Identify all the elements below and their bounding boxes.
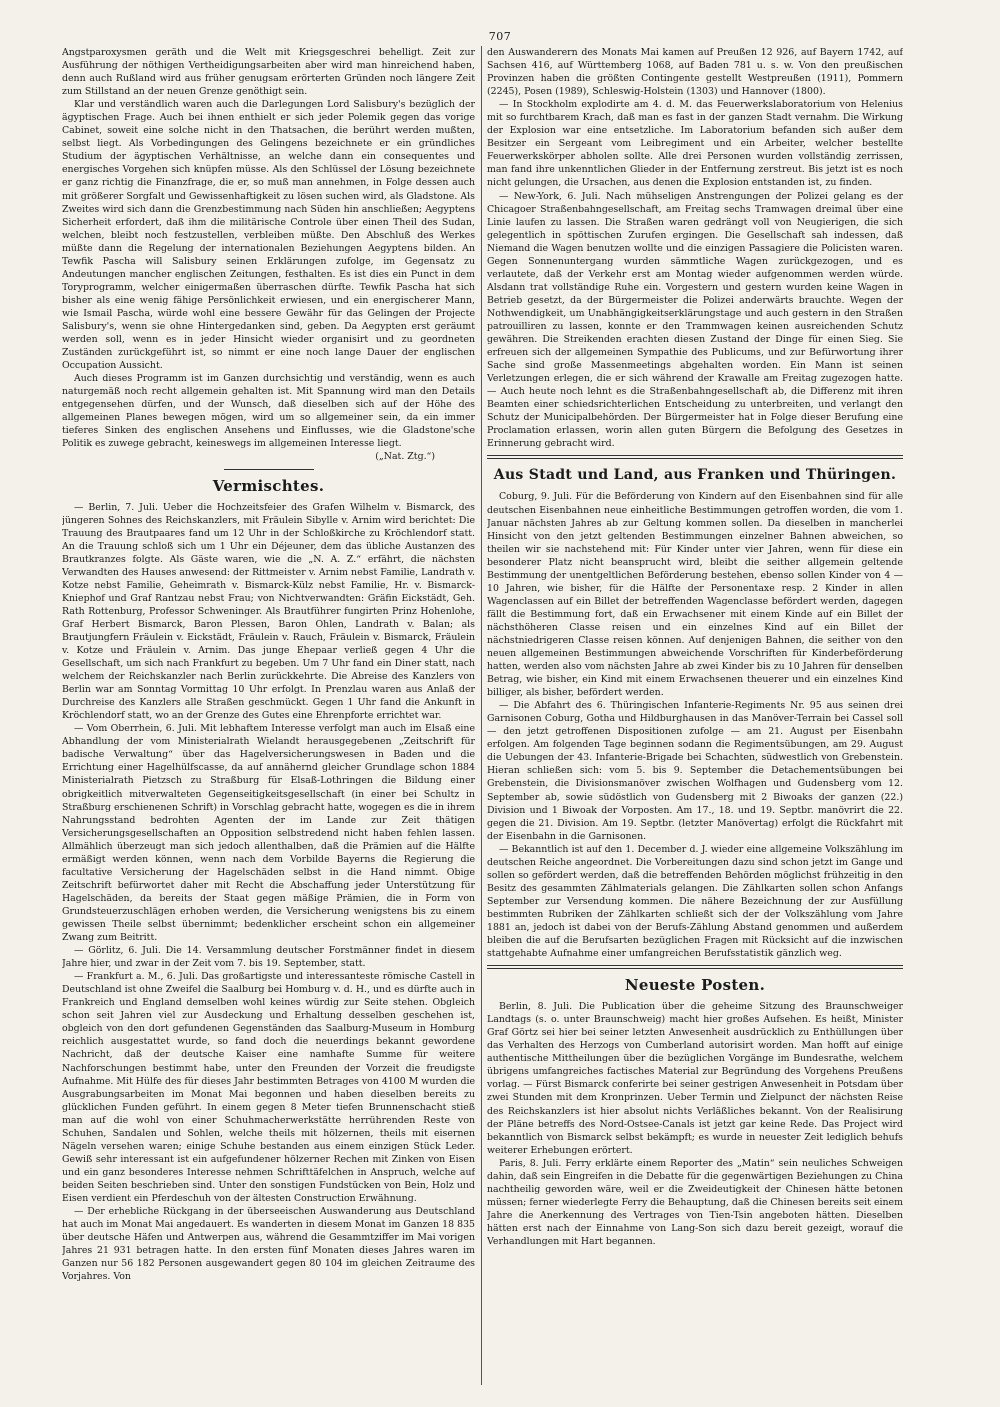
section-title-vermischtes: Vermischtes. (212, 476, 325, 495)
news-item-berlin: — Berlin, 7. Juli. Ueber die Hochzeitsfeier des Grafen Wilhelm v. Bismarck, des jüngeren Sohnes des Reichskanzlers, mit Fräulein Sibylle v. Arnim wird berichtet: Die Trauung des Brautpaares fand um 12 Uhr in der Schloßkirche zu Kröchlendorf statt. An die Trauung schloß sich um 1 Uhr ein Déjeuner, dem das übliche Austanzen des Brautkranzes folgte. Als Gäste waren, wie die „N. A. Z.“ erfährt, die nächsten Verwandten des Hauses anwesend: der Rittmeister v. Arnim nebst Familie, Landrath v. Kotze nebst Familie, Geheimrath v. Bismarck-Külz nebst Familie, Hr. v. Bismarck-Kniephof und Graf Rantzau nebst Frau; von Nichtverwandten: Gräfin Eickstädt, Geh. Rath Rottenburg, Professor Schweninger. Als Brautführer fungirten Prinz Hohenlohe, Graf Herbert Bismarck, Baron Plessen, Baron Ohlen, Landrath v. Balan; als Brautjungfern Fräulein v. Eickstädt, Fräulein v. Rauch, Fräulein v. Bismarck, Fräulein v. Kotze und Fräulein v. Arnim. Das junge Ehepaar verließ gegen 4 Uhr die Gesellschaft, um sich nach Frankfurt zu begeben. Um 7 Uhr fand ein Diner statt, nach welchem der Reichskanzler nach Berlin zurückkehrte. Die Abreise des Kanzlers von Berlin war am Sonntag Vormittag 10 Uhr erfolgt. In Prenzlau waren aus Anlaß der Durchreise des Kanzlers alle Straßen geschmückt. Gegen 1 Uhr fand die Ankunft in Kröchlendorf statt, wo an der Grenze des Gutes eine Ehrenpforte errichtet war. (62, 501, 475, 722)
news-item-auswanderung: — Der erhebliche Rückgang in der überseeischen Auswanderung aus Deutschland hat auch im Monat Mai angedauert. Es wanderten in diesem Monat im Ganzen 18 835 über deutsche Häfen und Antwerpen aus, während die Gesammtziffer im Mai vorigen Jahres 21 931 betragen hatte. In den ersten fünf Monaten dieses Jahres waren im Ganzen nur 56 182 Personen ausgewandert gegen 80 104 im gleichen Zeitraume des Vorjahres. Von (62, 1206, 475, 1283)
left-column (62, 46, 475, 1387)
article-paragraph: Angstparoxysmen geräth und die Welt mit Kriegsgeschrei behelligt. Zeit zur Ausführung der nöthigen Vertheidigungsarbeiten aber wird man hinreichend haben, denn auch Rußland wird aus früher genugsam erörterten Gründen noch längere Zeit zum Stillstand an der neuen Grenze genöthigt sein. (62, 47, 475, 98)
news-item-goerlitz: — Görlitz, 6. Juli. Die 14. Versammlung deutscher Forstmänner findet in diesem Jahre hier, und zwar in der Zeit vom 7. bis 19. September, statt. (62, 945, 475, 970)
page-number: 707 (488, 30, 512, 43)
article-paragraph: Klar und verständlich waren auch die Darlegungen Lord Salisbury's bezüglich der ägyptischen Frage. Auch bei ihnen enthielt er sich jeder Polemik gegen das vorige Cabinet, soweit eine solche nicht in den Thatsachen, die berührt werden mußten, selbst liegt. Als Vorbedingungen des Gelingens bezeichnete er ein gründliches Studium der ägyptischen Verhältnisse, an welche dann ein consequentes und energisches Vorgehen sich knüpfen müsse. Als den Schlüssel der Lösung bezeichnete er ganz richtig die Finanzfrage, die er, so muß man annehmen, in Folge dessen auch mit größerer Sorgfalt und Gewissenhaftigkeit zu lösen suchen wird, als Gladstone. Als Zweites wird sich dann die Grenzbestimmung nach Süden hin anschließen; Aegyptens Sicherheit erfordert, daß ihm die militärische Controle über einen Theil des Sudan, welchen, bleibt noch festzustellen, verbleiben müßte. Den Abschluß des Werkes müßte dann die Regelung der internationalen Beziehungen Aegyptens bilden. An Tewfik Pascha will Salisbury seinen Erklärungen zufolge, im Gegensatz zu Andeutungen mancher englischen Zeitungen, festhalten. Es ist dies ein Punct in dem Toryprogramm, welcher einigermaßen überraschen dürfte. Tewfik Pascha hat sich bisher als eine wenig fähige Persönlichkeit erwiesen, und ein energischerer Mann, wie Ismail Pascha, würde wohl eine bessere Gewähr für das Gelingen der Projecte Salisbury's, wenn sie ohne Hintergedanken sind, geben. Da Aegypten erst geräumt werden soll, wenn es in jeder Hinsicht wieder organisirt und zu geordneten Zuständen zurückgeführt ist, so nimmt er eine noch lange Dauer der englischen Occupation Aussicht. (62, 99, 475, 372)
article-paragraph: Auch dieses Programm ist im Ganzen durchsichtig und verständig, wenn es auch naturgemäß noch recht allgemein gehalten ist. Mit Spannung wird man den Details entgegensehen dürfen, und der Wunsch, daß dieselben sich auf der Höhe des allgemeinen Planes bewegen mögen, wird um so allgemeiner sein, da ein immer tieferes Sinken des englischen Ansehens und Einflusses, wie die Gladstone'sche Politik es zuwege gebracht, keineswegs im allgemeinen Interesse liegt. (62, 373, 475, 450)
separator-rule (487, 965, 903, 969)
right-column (487, 46, 903, 1387)
section-title-stadt-und-land: Aus Stadt und Land, aus Franken und Thüringen. (493, 467, 897, 484)
news-item-volkszaehlung: — Bekanntlich ist auf den 1. December d. J. wieder eine allgemeine Volkszählung im deutschen Reiche angeordnet. Die Vorbereitungen dazu sind schon jetzt im Gange und sollen so gefördert werden, daß die betreffenden Behörden möglichst frühzeitig in den Besitz des gesammten Zählmaterials gelangen. Die Zählkarten sollen schon Anfangs September zur Versendung kommen. Die nähere Bezeichnung der zur Ausfüllung bestimmten Rubriken der Zählkarten schließt sich der der Volkszählung vom Jahre 1881 an, jedoch ist dabei von der Berufs-Zählung Abstand genommen und außerdem bleiben die auf die Berufsarten bezüglichen Fragen mit Rücksicht auf die inzwischen stattgehabte Aufnahme einer umfangreichen Berufsstatistik gänzlich weg. (487, 843, 903, 960)
news-item-paris: Paris, 8. Juli. Ferry erklärte einem Reporter des „Matin“ sein neuliches Schweigen dahin, daß sein Eingreifen in die Debatte für die gegenwärtigen Beziehungen zu China nachtheilig geworden wäre, weil er die Zweideutigkeit der Chinesen hätte betonen müssen; ferner wiederlegte Ferry die Behauptung, daß die Chinesen bereits seit einem Jahre die Anerkennung des Vertrages von Tien-Tsin angeboten hätten. Dieselben hätten erst nach der Einnahme von Lang-Son sich dazu bereit gezeigt, worauf die Verhandlungen mit Hart begannen. (487, 1157, 903, 1247)
news-item-auswanderung-cont: den Auswanderern des Monats Mai kamen auf Preußen 12 926, auf Bayern 1742, auf Sachsen 416, auf Württemberg 1068, auf Baden 781 u. s. w. Von den preußischen Provinzen haben die größten Contingente gestellt Westpreußen (1911), Pommern (2245), Posen (1989), Schleswig-Holstein (1303) und Hannover (1800). (487, 47, 903, 98)
separator-rule (224, 469, 314, 470)
news-item-new-york: — New-York, 6. Juli. Nach mühseligen Anstrengungen der Polizei gelang es der Chicagoer Straßenbahngesellschaft, am Freitag sechs Tramwagen dreimal über eine Linie laufen zu lassen. Die Straßen waren gedrängt voll von Neugierigen, die sich gelegentlich in spöttischen Zurufen ergingen. Die Gesellschaft sah indessen, daß Niemand die Wagen benutzen wollte und die einzigen Passagiere die Policisten waren. Gegen Sonnenuntergang wurden sämmtliche Wagen zurückgezogen, und es verlautete, daß der Verkehr erst am Montag wieder aufgenommen werden würde. Alsdann trat vollständige Ruhe ein. Vorgestern und gestern wurden keine Wagen in Betrieb gesetzt, da der Bürgermeister die Polizei anderwärts brauchte. Wegen der Nothwendigkeit, um Unabhängigkeitserklärungstage und auch gestern in den Straßen patrouilliren zu lassen, konnte er den Trammwagen keinen ausreichenden Schutz gewähren. Die Streikenden erachten diesen Zustand der Dinge für einen Sieg. Sie erfreuen sich der allgemeinen Sympathie des Publicums, und zur Befürwortung ihrer Sache sind große Massenmeetings abgehalten worden. Ein Mann ist seinen Verletzungen erlegen, die er sich während der Krawalle am Freitag zugezogen hatte. — Auch heute noch lehnt es die Straßenbahngesellschaft ab, die Differenz mit ihren Beamten einer schiedsrichterlichen Entscheidung zu unterbreiten, und verlangt den Schutz der Municipalbehörden. Der Bürgermeister hat in Folge dieser Berufung eine Proclamation erlassen, worin allen guten Bürgern die Befolgung des Gesetzes in Erinnerung gebracht wird. (487, 190, 903, 450)
article-source: („Nat. Ztg.“) (375, 451, 435, 463)
section-title-neueste-posten: Neueste Posten. (624, 976, 766, 995)
news-item-coburg: Coburg, 9. Juli. Für die Beförderung von Kindern auf den Eisenbahnen sind für alle deutschen Eisenbahnen neue einheitliche Bestimmungen getroffen worden, die vom 1. Januar nächsten Jahres ab zur Geltung kommen sollen. Da dieselben in mancherlei Hinsicht von den jetzt geltenden Bestimmungen einzelner Bahnen abweichen, so theilen wir sie nachstehend mit: Für Kinder unter vier Jahren, wenn für diese ein besonderer Platz nicht beansprucht wird, bleibt die seither allgemein geltende Bestimmung der unentgeltlichen Beförderung bestehen, ebenso sollen Kinder von 4 — 10 Jahren, wie bisher, für die Hälfte der Personentaxe resp. 2 Kinder in allen Wagenclassen auf ein Billet der betreffenden Wagenclasse befördert werden, dagegen fällt die Bestimmung fort, daß ein Erwachsener mit einem Kinde auf ein Billet der nächsthöheren Classe reisen und ein einzelnes Kind auf ein Billet der nächstniedrigeren Classe reisen können. Auf denjenigen Bahnen, die seither von den neuen allgemeinen Bestimmungen abweichende Vorschriften für Kinderbeförderung hatten, werden also vom nächsten Jahre ab zwei Kinder bis zu 10 Jahren für denselben Betrag, wie bisher, ein Kind mit einem Erwachsenen theuerer und ein einzelnes Kind billiger, als bisher, befördert werden. (487, 491, 903, 699)
news-item-berlin-posten: Berlin, 8. Juli. Die Publication über die geheime Sitzung des Braunschweiger Landtags (s. o. unter Braunschweig) macht hier großes Aufsehen. Es heißt, Minister Graf Görtz sei hier bei seiner letzten Anwesenheit ausdrücklich zu Enthüllungen über das Verhalten des Herzogs von Cumberland autorisirt worden. Man hofft auf einige authentische Mittheilungen über die bezüglichen Vorgänge im Bundesrathe, welchem übrigens umfangreiches factisches Material zur Begründung des Vorgehens Preußens vorlag. — Fürst Bismarck conferirte bei seiner gestrigen Anwesenheit in Potsdam über zwei Stunden mit dem Kronprinzen. Ueber Termin und Zielpunct der nächsten Reise des Reichskanzlers ist hier absolut nichts Verläßliches bekannt. Von der Realisirung der Pläne betreffs des Nord-Ostsee-Canals ist jetzt gar keine Rede. Das Project wird bekanntlich von Bismarck selbst bekämpft; es wurde in neuester Zeit lediglich behufs weiterer Erhebungen erörtert. (487, 1001, 903, 1156)
column-rule (481, 46, 482, 1385)
news-item-regiment: — Die Abfahrt des 6. Thüringischen Infanterie-Regiments Nr. 95 aus seinen drei Garnisonen Coburg, Gotha und Hildburghausen in das Manöver-Terrain bei Cassel soll — den jetzt getroffenen Dispositionen zufolge — am 21. August per Eisenbahn erfolgen. Am folgenden Tage beginnen sodann die Regimentsübungen, am 29. August die Uebungen der 43. Infanterie-Brigade bei Schachten, südwestlich von Grebenstein. Hieran schließen sich: vom 5. bis 9. September die Detachementsübungen bei Grebenstein, die Divisionsmanöver zwischen Wolfhagen und Gudensberg vom 12. September ab, sowie südöstlich von Gudensberg mit 2 Biwoaks der ganzen (22.) Division und 1 Biwoak der Vorposten. Am 17., 18. und 19. Septbr. manövrirt die 22. gegen die 21. Division. Am 19. Septbr. (letzter Manövertag) erfolgt die Rückfahrt mit der Eisenbahn in die Garnisonen. (487, 700, 903, 842)
news-item-stockholm: — In Stockholm explodirte am 4. d. M. das Feuerwerkslaboratorium von Helenius mit so furchtbarem Krach, daß man es fast in der ganzen Stadt vernahm. Die Wirkung der Explosion war eine entsetzliche. Im Laboratorium befanden sich außer dem Besitzer ein Sergeant vom Leibregiment und ein Arbeiter, welcher bestellte Feuerwerkskörper abholen sollte. Alle drei Personen wurden vollständig zerrissen, man fand ihre unkenntlichen Glieder in der Entfernung zerstreut. Bis jetzt ist es noch nicht gelungen, die Ursachen, aus denen die Explosion entstanden ist, zu finden. (487, 99, 903, 189)
news-item-oberrhein: — Vom Oberrhein, 6. Juli. Mit lebhaftem Interesse verfolgt man auch im Elsaß eine Abhandlung der vom Ministerialrath Wielandt herausgegebenen „Zeitschrift für badische Verwaltung“ über das Hagelversicherungswesen in Baden und die Errichtung einer Hagelhülfscasse, da auf annähernd gleicher Grundlage schon 1884 Ministerialrath Pietzsch zu Straßburg für Elsaß-Lothringen die Bildung einer obrigkeitlich mitverwalteten Gegenseitigkeitsgesellschaft (in einer bei Schultz in Straßburg erschienenen Schrift) in Vorschlag gebracht hatte, wogegen es die in ihrem Nahrungsstand bedrohten Agenten der im Lande zur Zeit thätigen Versicherungsgesellschaften an Opposition selbstredend nicht haben fehlen lassen. Allmählich überzeugt man sich jedoch allenthalben, daß die Prämien auf die Hälfte ermäßigt werden können, wenn nach dem Vorbilde Bayerns die Regierung die facultative Versicherung der Hagelschäden selbst in die Hand nimmt. Obige Zeitschrift befürwortet daher mit Recht die Abschaffung jeder Unterstützung für Hagelschäden, da bereits der Staat gegen mäßige Prämien, die in Form von Grundsteuerzuschlägen erhoben werden, die Versicherung wenigstens bis zu einem gewissen Theile selbst übernimmt; bedenklicher erscheint schon ein allgemeiner Zwang zum Beitritt. (62, 723, 475, 944)
news-item-frankfurt: — Frankfurt a. M., 6. Juli. Das großartigste und interessanteste römische Castell in Deutschland ist ohne Zweifel die Saalburg bei Homburg v. d. H., und es dürfte auch in Frankreich und England demselben wohl keines würdig zur Seite stehen. Obgleich schon seit Jahren viel zur Ausdeckung und Erhaltung desselben geschehen ist, obgleich von den dort gefundenen Gegenständen das Saalburg-Museum in Homburg reichlich ausgestattet wurde, so fand doch die neuerdings bekannt gewordene Nachricht, daß der deutsche Kaiser eine namhafte Summe für weitere Nachforschungen bestimmt habe, unter den Freunden der Vorzeit die freudigste Aufnahme. Mit Hülfe des für dieses Jahr bestimmten Betrages von 4100 M wurden die Ausgrabungsarbeiten im Monat Mai begonnen und haben dieselben bereits zu glücklichen Funden geführt. In einem gegen 8 Meter tiefen Brunnenschacht stieß man auf die wohl von einer Schuhmacherwerkstätte herrührenden Reste von Schuhen, Sandalen und Sohlen, welche theils mit hölzernen, theils mit eisernen Nägeln versehen waren; einige Schuhe bestanden aus einem einzigen Stück Leder. Gewiß sehr interessant ist ein aufgefundener hölzerner Rechen mit Zinken von Eisen und ein ganz besonderes Interesse nehmen Schrifttäfelchen in Anspruch, welche auf beiden Seiten beschrieben sind. Unter den sonstigen Fundstücken von Bein, Holz und Eisen verdient ein Pferdeschuh von der ältesten Construction Erwähnung. (62, 971, 475, 1204)
separator-rule (487, 455, 903, 459)
